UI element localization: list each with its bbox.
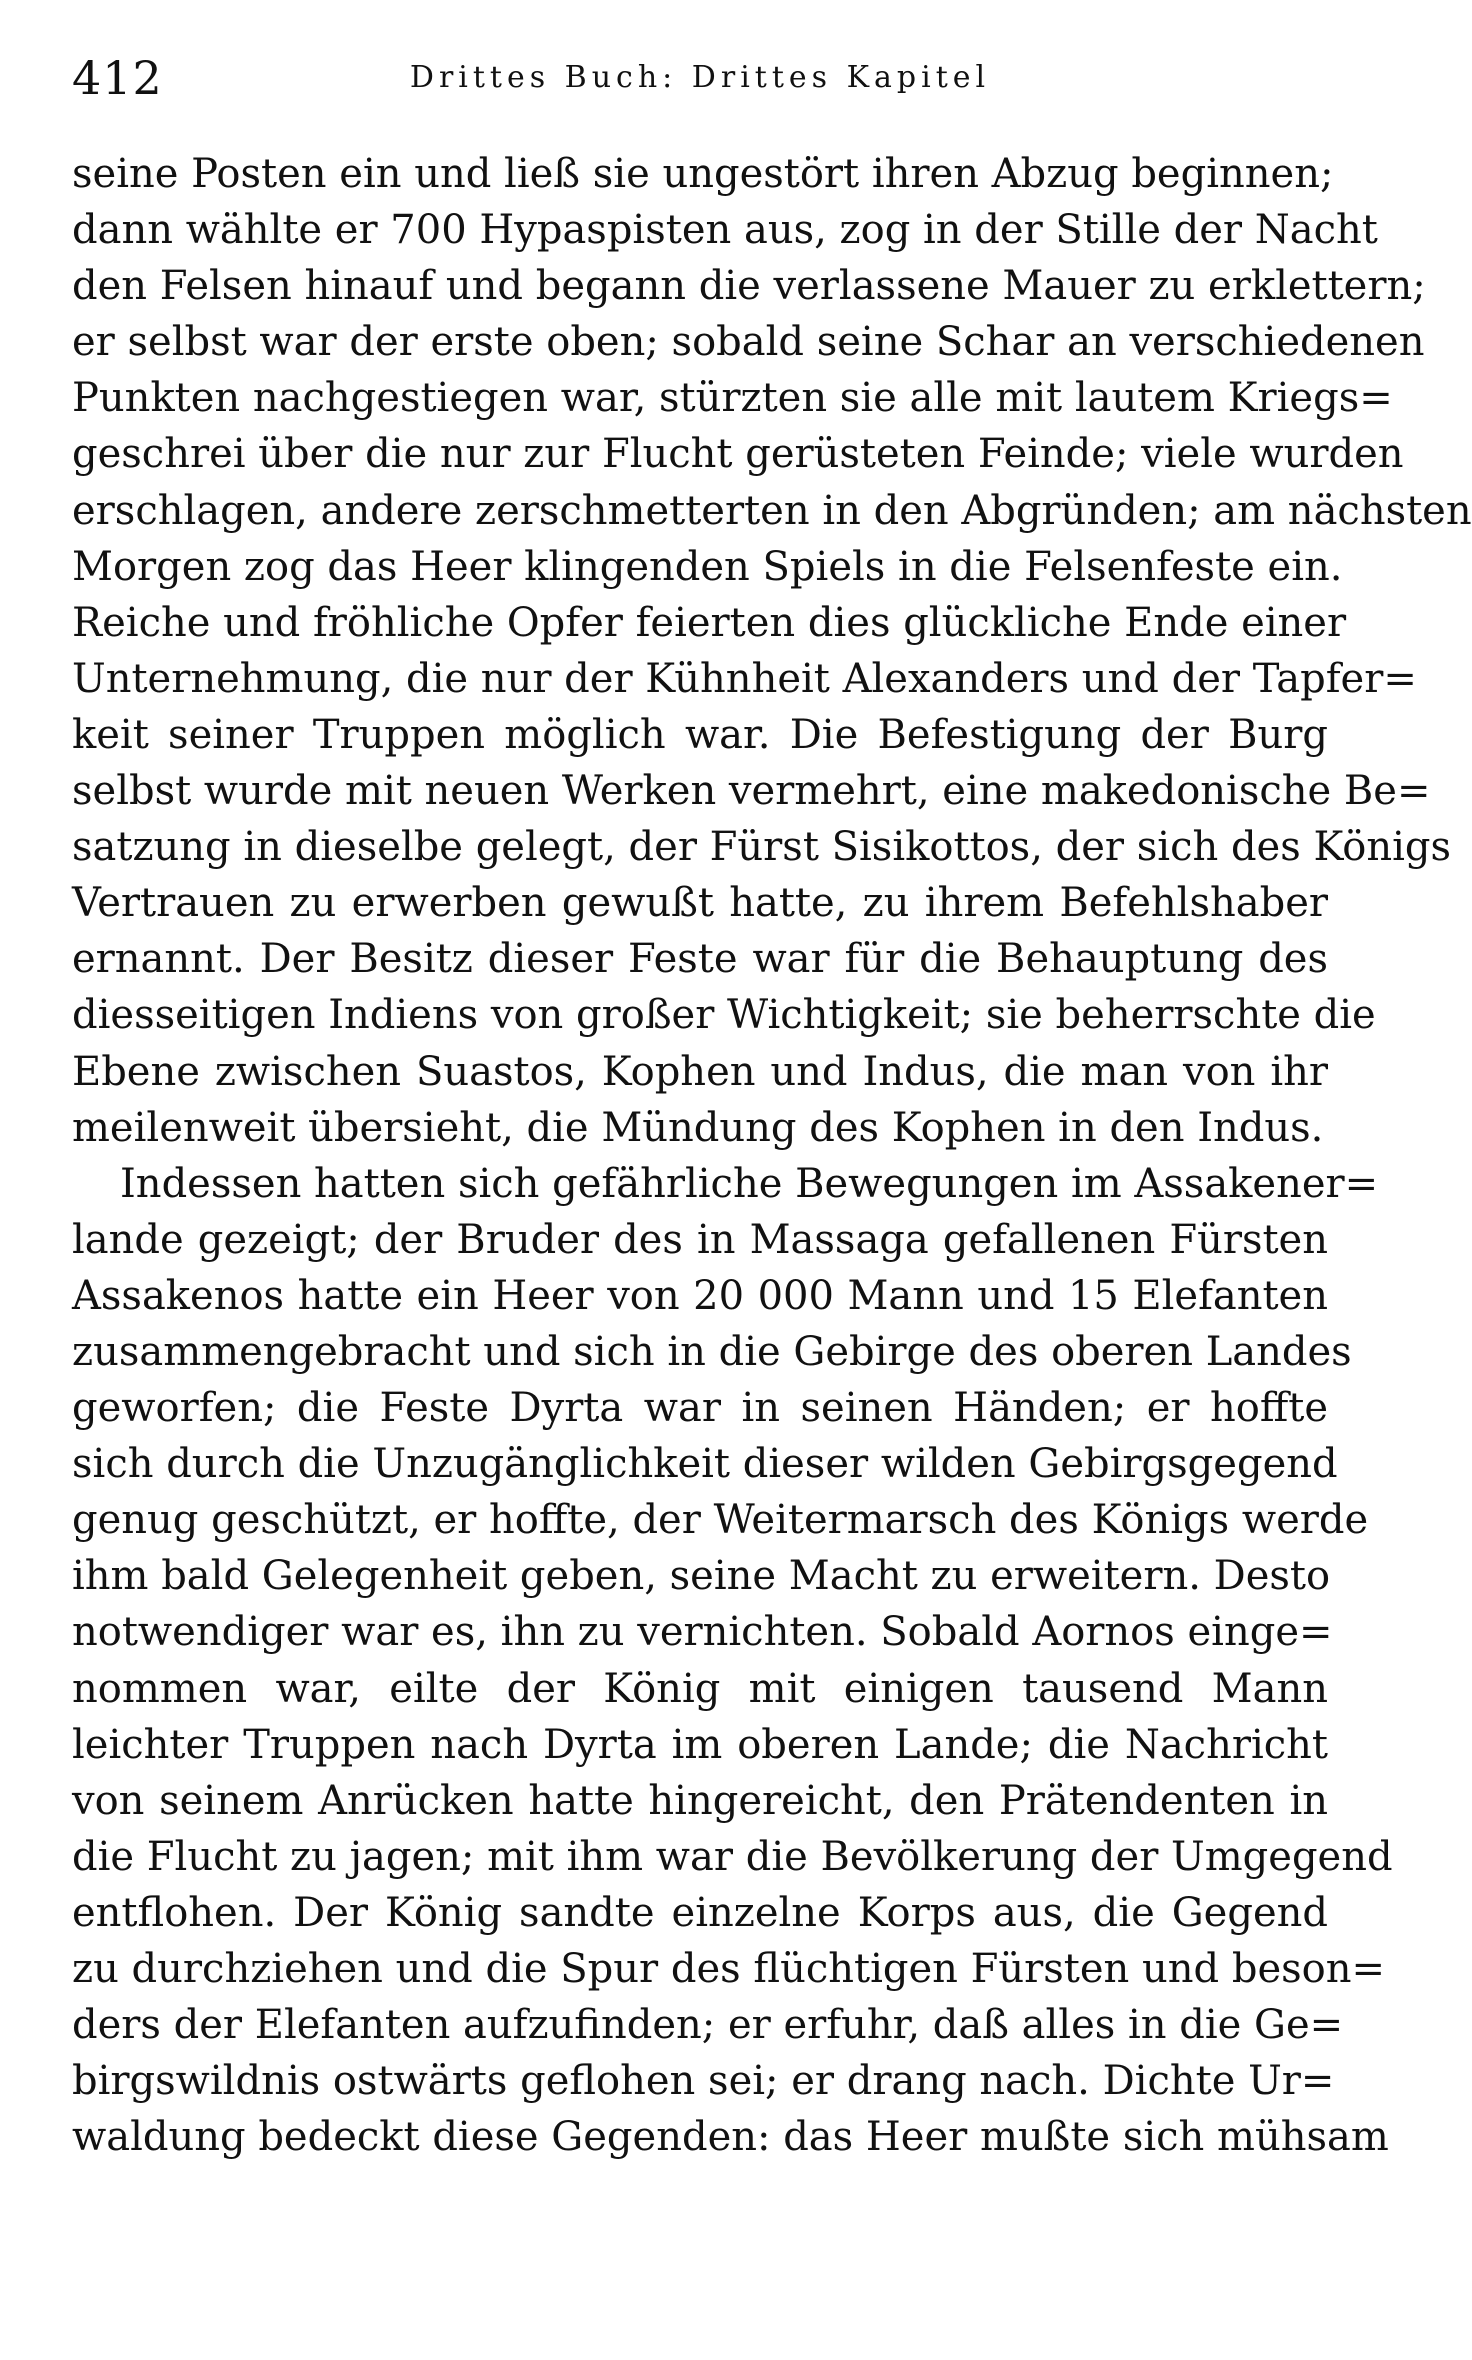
text-line: Vertrauen zu erwerben gewußt hatte, zu ihrem Befehlshaber	[72, 880, 1328, 927]
text-line: von seinem Anrücken hatte hingereicht, den Prätendenten in	[72, 1777, 1328, 1824]
text-line: zusammengebracht und sich in die Gebirge des oberen Landes	[72, 1328, 1352, 1375]
text-line: ernannt. Der Besitz dieser Feste war für die Behauptung des	[72, 936, 1328, 983]
text-line: geworfen; die Feste Dyrta war in seinen Händen; er hoffte	[72, 1385, 1328, 1432]
text-line: die Flucht zu jagen; mit ihm war die Bevölkerung der Umgegend	[72, 1833, 1393, 1880]
text-line: Assakenos hatte ein Heer von 20 000 Mann und 15 Elefanten	[72, 1272, 1328, 1319]
text-line: Ebene zwischen Suastos, Kophen und Indus, die man von ihr	[72, 1048, 1328, 1095]
text-line: ders der Elefanten aufzufinden; er erfuhr, daß alles in die Ge=	[72, 2002, 1344, 2049]
text-line: geschrei über die nur zur Flucht gerüsteten Feinde; viele wurden	[72, 431, 1404, 478]
text-line: selbst wurde mit neuen Werken vermehrt, eine makedonische Be=	[72, 768, 1431, 815]
text-line: Unternehmung, die nur der Kühnheit Alexanders und der Tapfer=	[72, 655, 1417, 702]
text-line: notwendiger war es, ihn zu vernichten. Sobald Aornos einge=	[72, 1609, 1333, 1656]
text-line: dann wählte er 700 Hypaspisten aus, zog in der Stille der Nacht	[72, 207, 1378, 254]
text-line: Indessen hatten sich gefährliche Bewegungen im Assakener=	[120, 1160, 1379, 1207]
text-line: Morgen zog das Heer klingenden Spiels in die Felsenfeste ein.	[72, 543, 1343, 590]
text-line: diesseitigen Indiens von großer Wichtigkeit; sie beherrschte die	[72, 992, 1376, 1039]
text-line: seine Posten ein und ließ sie ungestört ihren Abzug beginnen;	[72, 151, 1334, 197]
text-line: sich durch die Unzugänglichkeit dieser wilden Gebirgsgegend	[72, 1441, 1338, 1488]
text-line: nommen war, eilte der König mit einigen tausend Mann	[72, 1665, 1328, 1712]
body-text	[72, 146, 1472, 2165]
text-line: entflohen. Der König sandte einzelne Korps aus, die Gegend	[72, 1889, 1328, 1936]
text-line: erschlagen, andere zerschmetterten in den Abgründen; am nächsten	[72, 487, 1472, 534]
text-line: lande gezeigt; der Bruder des in Massaga gefallenen Fürsten	[72, 1216, 1328, 1263]
text-line: leichter Truppen nach Dyrta im oberen Lande; die Nachricht	[72, 1721, 1328, 1768]
text-line: Punkten nachgestiegen war, stürzten sie alle mit lautem Kriegs=	[72, 375, 1393, 422]
paragraph	[72, 1156, 1393, 2166]
text-line: satzung in dieselbe gelegt, der Fürst Sisikottos, der sich des Königs	[72, 824, 1452, 871]
text-line: den Felsen hinauf und begann die verlassene Mauer zu erklettern;	[72, 263, 1426, 310]
text-line: genug geschützt, er hoffte, der Weitermarsch des Königs werde	[72, 1497, 1369, 1544]
running-head: Drittes Buch: Drittes Kapitel	[409, 60, 991, 95]
text-line: zu durchziehen und die Spur des flüchtigen Fürsten und beson=	[72, 1946, 1386, 1992]
text-line: keit seiner Truppen möglich war. Die Befestigung der Burg	[72, 711, 1328, 758]
page-header	[72, 48, 1328, 108]
text-line: waldung bedeckt diese Gegenden: das Heer mußte sich mühsam	[72, 2114, 1389, 2161]
paragraph	[72, 146, 1472, 1156]
page-number: 412	[72, 51, 163, 105]
text-line: Reiche und fröhliche Opfer feierten dies glückliche Ende einer	[72, 599, 1347, 646]
text-line: birgswildnis ostwärts geflohen sei; er drang nach. Dichte Ur=	[72, 2058, 1335, 2105]
text-line: meilenweit übersieht, die Mündung des Kophen in den Indus.	[72, 1104, 1324, 1151]
text-line: er selbst war der erste oben; sobald seine Schar an verschiedenen	[72, 319, 1425, 366]
text-line: ihm bald Gelegenheit geben, seine Macht zu erweitern. Desto	[72, 1553, 1331, 1600]
